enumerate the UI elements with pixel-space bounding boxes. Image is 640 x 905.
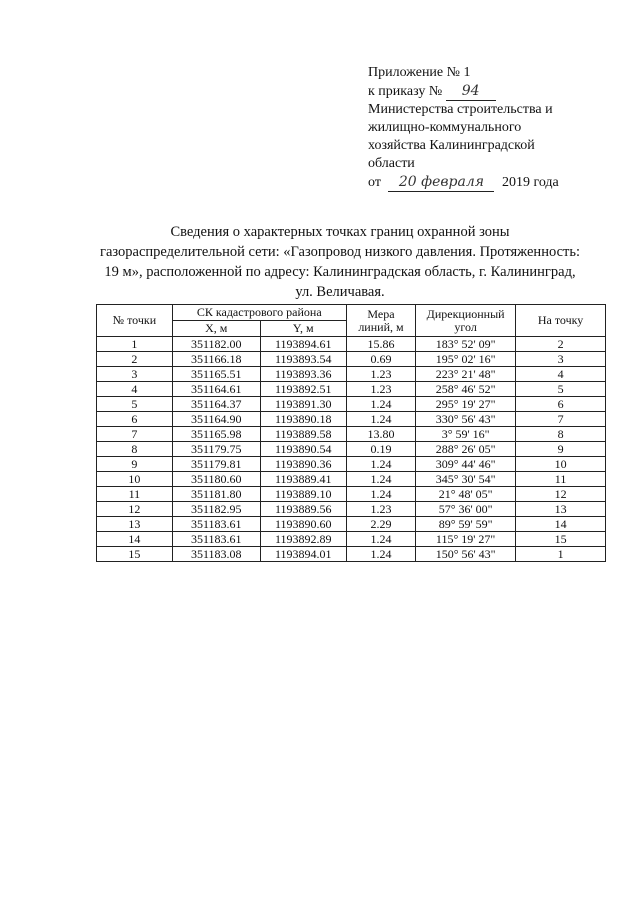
to-point-cell: 2 — [516, 337, 606, 352]
y-cell: 1193893.36 — [260, 367, 346, 382]
order-prefix: к приказу № — [368, 84, 443, 99]
x-cell: 351166.18 — [172, 352, 260, 367]
table-row — [97, 367, 606, 382]
y-cell: 1193889.56 — [260, 502, 346, 517]
ministry-line-2: жилищно-коммунального — [368, 120, 522, 135]
header-y: Y, м — [260, 321, 346, 337]
order-number-handwritten: 94 — [446, 82, 496, 101]
y-cell: 1193891.30 — [260, 397, 346, 412]
to-point-cell: 4 — [516, 367, 606, 382]
table-row — [97, 457, 606, 472]
header-point-number: № точки — [97, 305, 173, 337]
to-point-cell: 9 — [516, 442, 606, 457]
angle-cell: 150° 56' 43" — [416, 547, 516, 562]
x-cell: 351179.81 — [172, 457, 260, 472]
x-cell: 351164.37 — [172, 397, 260, 412]
table-row — [97, 487, 606, 502]
measure-cell: 2.29 — [346, 517, 415, 532]
to-point-cell: 8 — [516, 427, 606, 442]
measure-cell: 0.69 — [346, 352, 415, 367]
to-point-cell: 15 — [516, 532, 606, 547]
table-row — [97, 427, 606, 442]
table-row — [97, 352, 606, 367]
table-row — [97, 337, 606, 352]
y-cell: 1193894.01 — [260, 547, 346, 562]
measure-cell: 1.24 — [346, 487, 415, 502]
appendix-block — [368, 64, 608, 192]
table-row — [97, 502, 606, 517]
x-cell: 351183.61 — [172, 517, 260, 532]
header-direction-angle-1: Дирекционный — [426, 306, 505, 321]
table-row — [97, 517, 606, 532]
table-body — [97, 337, 606, 562]
x-cell: 351182.00 — [172, 337, 260, 352]
angle-cell: 223° 21' 48" — [416, 367, 516, 382]
x-cell: 351179.75 — [172, 442, 260, 457]
y-cell: 1193889.10 — [260, 487, 346, 502]
y-cell: 1193890.18 — [260, 412, 346, 427]
measure-cell: 1.24 — [346, 457, 415, 472]
header-x: Х, м — [172, 321, 260, 337]
ministry-line-3: хозяйства Калининградской — [368, 138, 535, 153]
measure-cell: 1.23 — [346, 502, 415, 517]
x-cell: 351182.95 — [172, 502, 260, 517]
angle-cell: 57° 36' 00" — [416, 502, 516, 517]
point-number-cell: 1 — [97, 337, 173, 352]
x-cell: 351180.60 — [172, 472, 260, 487]
to-point-cell: 5 — [516, 382, 606, 397]
date-suffix: 2019 года — [501, 175, 559, 190]
to-point-cell: 11 — [516, 472, 606, 487]
table-row — [97, 382, 606, 397]
angle-cell: 115° 19' 27" — [416, 532, 516, 547]
header-direction-angle — [416, 305, 516, 337]
x-cell: 351181.80 — [172, 487, 260, 502]
point-number-cell: 7 — [97, 427, 173, 442]
table-row — [97, 412, 606, 427]
point-number-cell: 5 — [97, 397, 173, 412]
angle-cell: 89° 59' 59" — [416, 517, 516, 532]
x-cell: 351183.08 — [172, 547, 260, 562]
point-number-cell: 9 — [97, 457, 173, 472]
table-row — [97, 532, 606, 547]
heading-line-1: Сведения о характерных точках границ охранной зоны — [170, 224, 510, 240]
angle-cell: 295° 19' 27" — [416, 397, 516, 412]
measure-cell: 1.23 — [346, 382, 415, 397]
angle-cell: 195° 02' 16" — [416, 352, 516, 367]
angle-cell: 21° 48' 05" — [416, 487, 516, 502]
x-cell: 351164.61 — [172, 382, 260, 397]
ministry-line-1: Министерства строительства и — [368, 102, 553, 117]
point-number-cell: 2 — [97, 352, 173, 367]
heading-line-4: ул. Величавая. — [295, 284, 385, 300]
y-cell: 1193890.60 — [260, 517, 346, 532]
point-number-cell: 4 — [97, 382, 173, 397]
header-coordinate-system: СК кадастрового района — [172, 305, 346, 321]
appendix-title: Приложение № 1 — [368, 65, 471, 80]
measure-cell: 1.24 — [346, 532, 415, 547]
order-line — [368, 82, 608, 101]
measure-cell: 1.23 — [346, 367, 415, 382]
header-direction-angle-2: угол — [454, 319, 477, 334]
y-cell: 1193890.54 — [260, 442, 346, 457]
header-to-point: На точку — [516, 305, 606, 337]
y-cell: 1193894.61 — [260, 337, 346, 352]
x-cell: 351164.90 — [172, 412, 260, 427]
to-point-cell: 3 — [516, 352, 606, 367]
angle-cell: 183° 52' 09" — [416, 337, 516, 352]
angle-cell: 288° 26' 05" — [416, 442, 516, 457]
point-number-cell: 15 — [97, 547, 173, 562]
heading-line-2: газораспределительной сети: «Газопровод низкого давления. Протяженность: — [100, 244, 580, 260]
to-point-cell: 14 — [516, 517, 606, 532]
boundary-points-table — [96, 304, 606, 562]
heading-line-3: 19 м», расположенной по адресу: Калининградская область, г. Калининград, — [104, 264, 576, 280]
x-cell: 351165.98 — [172, 427, 260, 442]
header-line-measure-1: Мера — [367, 306, 395, 321]
x-cell: 351183.61 — [172, 532, 260, 547]
angle-cell: 330° 56' 43" — [416, 412, 516, 427]
measure-cell: 1.24 — [346, 412, 415, 427]
y-cell: 1193889.41 — [260, 472, 346, 487]
point-number-cell: 10 — [97, 472, 173, 487]
point-number-cell: 8 — [97, 442, 173, 457]
to-point-cell: 12 — [516, 487, 606, 502]
date-line — [368, 173, 608, 192]
point-number-cell: 13 — [97, 517, 173, 532]
document-heading — [80, 222, 600, 302]
point-number-cell: 6 — [97, 412, 173, 427]
table-row — [97, 442, 606, 457]
angle-cell: 3° 59' 16" — [416, 427, 516, 442]
table-row — [97, 397, 606, 412]
point-number-cell: 3 — [97, 367, 173, 382]
angle-cell: 309° 44' 46" — [416, 457, 516, 472]
measure-cell: 15.86 — [346, 337, 415, 352]
point-number-cell: 12 — [97, 502, 173, 517]
measure-cell: 1.24 — [346, 472, 415, 487]
measure-cell: 13.80 — [346, 427, 415, 442]
to-point-cell: 6 — [516, 397, 606, 412]
y-cell: 1193890.36 — [260, 457, 346, 472]
y-cell: 1193893.54 — [260, 352, 346, 367]
table-row — [97, 547, 606, 562]
date-prefix: от — [368, 175, 381, 190]
y-cell: 1193892.51 — [260, 382, 346, 397]
y-cell: 1193892.89 — [260, 532, 346, 547]
y-cell: 1193889.58 — [260, 427, 346, 442]
header-line-measure-2: линий, м — [358, 319, 404, 334]
measure-cell: 1.24 — [346, 397, 415, 412]
table-row — [97, 472, 606, 487]
date-handwritten: 20 февраля — [388, 173, 494, 192]
point-number-cell: 14 — [97, 532, 173, 547]
to-point-cell: 7 — [516, 412, 606, 427]
x-cell: 351165.51 — [172, 367, 260, 382]
measure-cell: 1.24 — [346, 547, 415, 562]
angle-cell: 258° 46' 52" — [416, 382, 516, 397]
to-point-cell: 1 — [516, 547, 606, 562]
header-line-measure — [346, 305, 415, 337]
to-point-cell: 13 — [516, 502, 606, 517]
point-number-cell: 11 — [97, 487, 173, 502]
ministry-line-4: области — [368, 156, 415, 171]
angle-cell: 345° 30' 54" — [416, 472, 516, 487]
to-point-cell: 10 — [516, 457, 606, 472]
measure-cell: 0.19 — [346, 442, 415, 457]
